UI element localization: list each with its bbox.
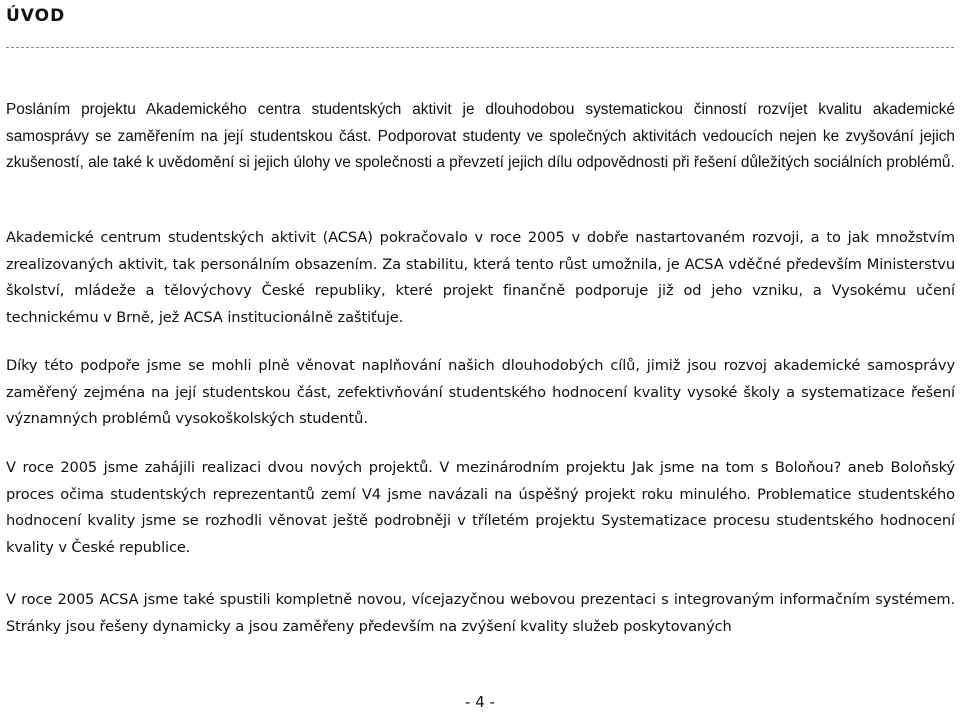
paragraph-web-presentation: V roce 2005 ACSA jsme také spustili kompletně novou, vícejazyčnou webovou prezentaci s integrovaným informačním systémem. Stránky jsou řešeny dynamicky a jsou zaměřeny především na zvýšení kvality služeb poskytovaných: [6, 591, 955, 635]
dashed-divider: [6, 47, 954, 48]
page-title: ÚVOD: [6, 6, 66, 26]
paragraph-new-projects: V roce 2005 jsme zahájili realizaci dvou nových projektů. V mezinárodním projektu Jak jsme na tom s Boloňou? aneb Boloňský proces očima studentských reprezentantů zemí V4 jsme navázali na úspěšný projekt roku minulého. Problematice studentského hodnocení kvality jsme se rozhodli věnovat ještě podrobněji v tříletém projektu Systematizace procesu studentského hodnocení kvality v České republice.: [6, 459, 955, 556]
page-number: - 4 -: [465, 693, 495, 711]
paragraph-intro: Posláním projektu Akademického centra studentských aktivit je dlouhodobou systematickou činností rozvíjet kvalitu akademické samosprávy se zaměřením na její studentskou část. Podporovat studenty ve společných aktivitách vedoucích nejen ke zvyšování jejich zkušeností, ale také k uvědomění si jejich úlohy ve společnosti a převzetí jejich dílu odpovědnosti při řešení důležitých sociálních problémů.: [6, 101, 955, 171]
paragraph-acsa-progress: Akademické centrum studentských aktivit (ACSA) pokračovalo v roce 2005 v dobře nastartovaném rozvoji, a to jak množstvím zrealizovaných aktivit, tak personálním obsazením. Za stabilitu, která tento růst umožnila, je ACSA vděčné především Ministerstvu školství, mládeže a tělovýchovy České republiky, které projekt finančně podporuje již od jeho vzniku, a Vysokému učení technickému v Brně, jež ACSA institucionálně zaštiťuje.: [6, 229, 955, 326]
paragraph-long-term-goals: Díky této podpoře jsme se mohli plně věnovat naplňování našich dlouhodobých cílů, jimiž jsou rozvoj akademické samosprávy zaměřený zejména na její studentskou část, zefektivňování studentského hodnocení kvality vysoké školy a systematizace řešení významných problémů vysokoškolských studentů.: [6, 357, 955, 427]
